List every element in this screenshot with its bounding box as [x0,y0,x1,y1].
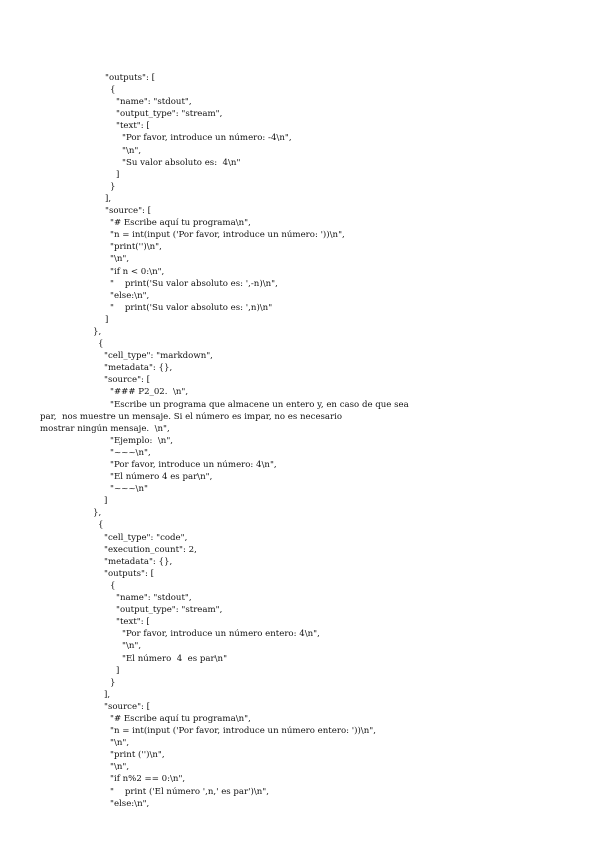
code-line: "execution_count": 2, [104,544,197,555]
code-line: " print('Su valor absoluto es: ',-n)\n", [110,278,278,289]
code-line: "cell_type": "markdown", [104,351,213,362]
code-line: "\n", [110,254,130,265]
code-line: "\n", [110,738,130,749]
code-line: mostrar ningún mensaje. \n", [40,423,170,434]
code-line: "outputs": [ [104,568,154,579]
code-line: ] [104,496,108,507]
code-line: "name": "stdout", [116,593,192,604]
code-line: { [110,580,116,591]
code-line: "source": [ [105,206,152,217]
code-line: "### P2_02. \n", [110,387,189,398]
code-line: "\n", [122,145,142,156]
code-line: "\n", [122,641,142,652]
code-line: "n = int(input ('Por favor, introduce un número: '))\n", [110,230,345,241]
code-line: "text": [ [116,617,150,628]
code-line: "El número 4 es par\n", [110,472,213,483]
code-line: ] [105,314,109,325]
code-line: "Su valor absoluto es: 4\n" [122,157,241,168]
code-line: "text": [ [116,121,150,132]
code-line: { [110,85,116,96]
code-line: "outputs": [ [105,73,155,83]
code-line: par, nos muestre un mensaje. Si el número es impar, no es necesario [40,411,343,422]
code-line: }, [93,326,102,337]
code-line: "n = int(input ('Por favor, introduce un número entero: '))\n", [110,726,376,737]
code-line: " print ('El número ',n,' es par')\n", [110,786,269,797]
code-line: "Por favor, introduce un número: -4\n", [122,133,292,144]
code-line: "metadata": {}, [104,556,173,567]
code-line: "output_type": "stream", [116,605,223,616]
code-line: "Por favor, introduce un número entero: 4\n", [122,629,320,640]
code-line: "source": [ [104,701,151,712]
code-line: { [98,339,104,350]
code-line: "# Escribe aquí tu programa\n", [110,713,251,724]
code-line: "# Escribe aquí tu programa\n", [110,218,251,229]
code-line: "Escribe un programa que almacene un entero y, en caso de que sea [110,399,409,410]
code-line: "name": "stdout", [116,97,192,108]
code-line: "Ejemplo: \n", [110,435,174,446]
code-line: "source": [ [104,375,151,386]
code-line: } [110,677,116,688]
code-line: "print ('')\n", [110,750,165,761]
code-line: "else:\n", [110,290,150,301]
code-line: "~~~\n", [110,447,151,458]
code-line: { [98,520,104,531]
code-line: "if n%2 == 0:\n", [110,774,186,785]
code-line: "else:\n", [110,798,150,809]
code-line: "El número 4 es par\n" [122,653,228,664]
code-line: } [110,181,116,192]
code-line: "print('')\n", [110,242,162,253]
code-line: ] [116,169,120,180]
code-line: "cell_type": "code", [104,532,188,543]
code-line: "\n", [110,762,130,773]
code-line: "metadata": {}, [104,363,173,374]
code-line: }, [93,508,102,519]
code-line: ], [104,689,111,700]
code-line: ], [105,193,112,204]
code-line: "~~~\n" [110,484,148,495]
code-listing [0,72,599,810]
code-line: "Por favor, introduce un número: 4\n", [110,460,277,470]
code-line: "if n < 0:\n", [110,266,165,277]
code-line: "output_type": "stream", [116,109,223,120]
code-line: ] [116,665,120,676]
code-line: " print('Su valor absoluto es: ',n)\n" [110,302,273,313]
